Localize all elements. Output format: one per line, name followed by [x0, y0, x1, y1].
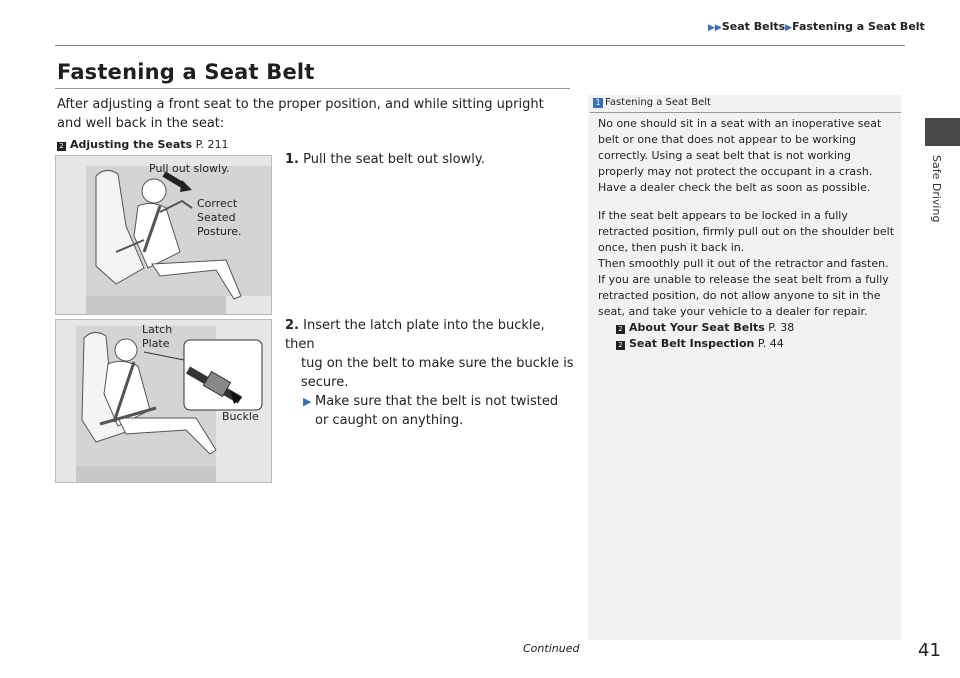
page-number: 41: [918, 640, 941, 661]
step-number: 1.: [285, 152, 299, 167]
continued-label: Continued: [523, 642, 580, 655]
figure-pull-belt: [55, 155, 272, 315]
xref-seat-belt-inspection[interactable]: [598, 336, 896, 352]
xref-page: P. 44: [757, 337, 784, 350]
xref-arrow-icon: 2: [616, 341, 625, 350]
xref-title: Adjusting the Seats: [70, 138, 193, 151]
note-paragraph: No one should sit in a seat with an inoperative seat belt or one that does not appear to be working correctly. Using a seat belt that is not working properly may not protect the occupant in a crash. Have a dealer check the belt as soon as possible.: [598, 117, 882, 194]
substep-text: Make sure that the belt is not twisted or caught on anything.: [315, 394, 559, 428]
step-substep: [285, 392, 575, 430]
note-marker-icon: 1: [593, 98, 603, 108]
xref-title: About Your Seat Belts: [629, 321, 765, 334]
note-paragraph: Then smoothly pull it out of the retractor and fasten.: [598, 257, 889, 270]
step-1: [285, 150, 485, 169]
figure-buckle: [55, 319, 272, 483]
breadcrumb-page: Fastening a Seat Belt: [792, 20, 925, 33]
note-heading-text: Fastening a Seat Belt: [605, 97, 711, 108]
chapter-tab: [925, 118, 960, 146]
title-divider: [55, 88, 570, 89]
step-2: [285, 316, 575, 430]
breadcrumb: [708, 20, 925, 33]
page-title: Fastening a Seat Belt: [57, 60, 315, 84]
step-text-line1: Insert the latch plate into the buckle, then: [285, 318, 545, 352]
xref-page: P. 211: [195, 138, 229, 151]
header-divider: [55, 45, 905, 46]
label-pull-out: Pull out slowly.: [149, 162, 230, 175]
breadcrumb-arrow-icon: ▶: [785, 23, 793, 33]
breadcrumb-arrow-icon: ▶▶: [708, 23, 722, 33]
label-latch-plate: Latch Plate: [142, 323, 173, 350]
note-paragraph: If you are unable to release the seat belt from a fully retracted position, do not allow anyone to sit in the seat, and take your vehicle to a dealer for repair.: [598, 273, 889, 318]
xref-page: P. 38: [768, 321, 795, 334]
xref-arrow-icon: 2: [57, 142, 66, 151]
substep-arrow-icon: ▶: [303, 395, 312, 408]
label-correct-posture: Correct Seated Posture.: [197, 197, 242, 238]
intro-text: [57, 95, 572, 154]
side-note-body: [598, 116, 896, 352]
chapter-label: Safe Driving: [930, 155, 943, 223]
breadcrumb-section[interactable]: Seat Belts: [721, 20, 786, 33]
note-paragraph: If the seat belt appears to be locked in a fully retracted position, firmly pull out on the shoulder belt once, then push it back in.: [598, 209, 895, 254]
step-text: Pull the seat belt out slowly.: [303, 152, 485, 167]
xref-title: Seat Belt Inspection: [629, 337, 755, 350]
step-number: 2.: [285, 318, 299, 333]
intro-paragraph: After adjusting a front seat to the proper position, and while sitting upright and well back in the seat:: [57, 97, 544, 131]
xref-arrow-icon: 2: [616, 325, 625, 334]
step-text-continued: tug on the belt to make sure the buckle is secure.: [301, 356, 574, 390]
side-note-heading: [593, 97, 711, 108]
xref-about-seat-belts[interactable]: [598, 320, 896, 336]
note-divider: [590, 112, 901, 113]
label-buckle: Buckle: [222, 410, 259, 423]
